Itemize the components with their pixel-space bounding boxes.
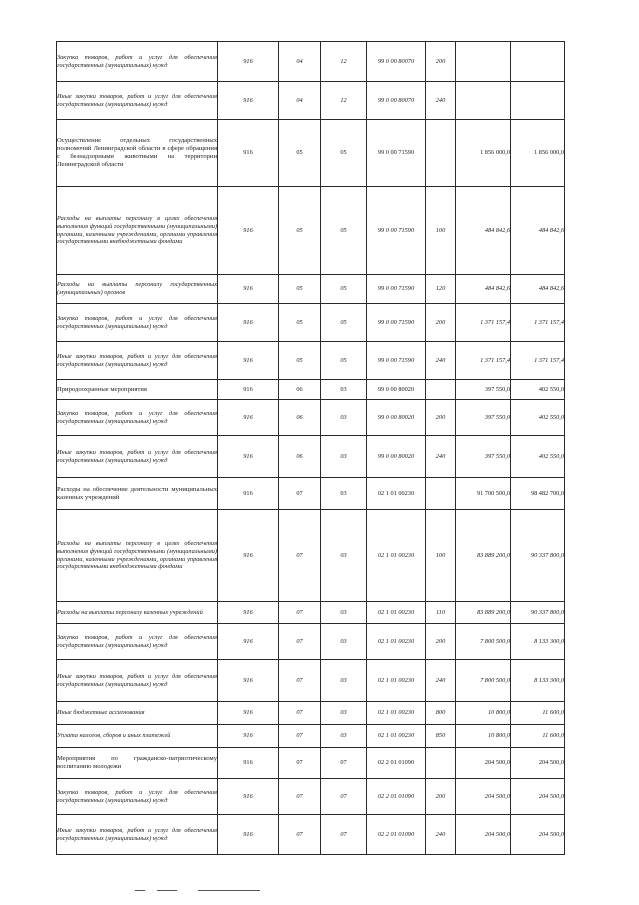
amount-year1-cell: 10 800,0: [456, 702, 511, 725]
expense-type-cell: 110: [426, 602, 456, 624]
section-code-cell: 05: [279, 120, 321, 187]
subsection-code-cell: 07: [321, 815, 367, 855]
target-article-cell: 02 1 01 00230: [367, 725, 426, 748]
subsection-code-cell: 05: [321, 275, 367, 304]
row-name-cell: Расходы на обеспечение деятельности муниципальных казенных учреждений: [57, 478, 218, 510]
amount-year1-cell: 484 842,6: [456, 187, 511, 275]
row-name-cell: Природоохранные мероприятия: [57, 380, 218, 400]
grbs-code-cell: 916: [218, 602, 279, 624]
subsection-code-cell: 03: [321, 660, 367, 702]
expense-type-cell: 800: [426, 702, 456, 725]
subsection-code-cell: 05: [321, 304, 367, 342]
amount-year1-cell: 10 800,0: [456, 725, 511, 748]
amount-year2-cell: [511, 42, 565, 82]
grbs-code-cell: 916: [218, 275, 279, 304]
row-name-cell: Закупка товаров, работ и услуг для обеспечения государственных (муниципальных) нужд: [57, 304, 218, 342]
subsection-code-cell: 07: [321, 748, 367, 779]
grbs-code-cell: 916: [218, 187, 279, 275]
budget-table: [56, 41, 565, 855]
row-name-cell: Иные закупки товаров, работ и услуг для обеспечения государственных (муниципальных) нужд: [57, 660, 218, 702]
section-code-cell: 07: [279, 748, 321, 779]
grbs-code-cell: 916: [218, 815, 279, 855]
amount-year2-cell: 1 371 157,4: [511, 342, 565, 380]
target-article-cell: 99 0 00 80070: [367, 82, 426, 120]
amount-year1-cell: 7 800 500,0: [456, 660, 511, 702]
section-code-cell: 07: [279, 815, 321, 855]
amount-year1-cell: 397 550,0: [456, 380, 511, 400]
section-code-cell: 07: [279, 602, 321, 624]
expense-type-cell: [426, 380, 456, 400]
table-row: [57, 400, 565, 436]
table-row: [57, 660, 565, 702]
row-name-cell: Иные закупки товаров, работ и услуг для обеспечения государственных (муниципальных) нужд: [57, 436, 218, 478]
amount-year1-cell: 83 889 200,0: [456, 602, 511, 624]
row-name-cell: Закупка товаров, работ и услуг для обеспечения государственных (муниципальных) нужд: [57, 624, 218, 660]
grbs-code-cell: 916: [218, 510, 279, 602]
section-code-cell: 07: [279, 660, 321, 702]
row-name-cell: Закупка товаров, работ и услуг для обеспечения государственных (муниципальных) нужд: [57, 779, 218, 815]
target-article-cell: 99 0 00 80070: [367, 42, 426, 82]
amount-year2-cell: 8 133 300,0: [511, 624, 565, 660]
expense-type-cell: 240: [426, 660, 456, 702]
subsection-code-cell: 03: [321, 624, 367, 660]
row-name-cell: Закупка товаров, работ и услуг для обеспечения государственных (муниципальных) нужд: [57, 400, 218, 436]
subsection-code-cell: 03: [321, 436, 367, 478]
subsection-code-cell: 12: [321, 42, 367, 82]
expense-type-cell: 120: [426, 275, 456, 304]
table-row: [57, 815, 565, 855]
amount-year2-cell: 484 842,6: [511, 275, 565, 304]
table-row: [57, 436, 565, 478]
table-row: [57, 602, 565, 624]
target-article-cell: 99 0 00 71590: [367, 304, 426, 342]
target-article-cell: 99 0 00 71590: [367, 120, 426, 187]
grbs-code-cell: 916: [218, 624, 279, 660]
grbs-code-cell: 916: [218, 342, 279, 380]
grbs-code-cell: 916: [218, 42, 279, 82]
expense-type-cell: 200: [426, 400, 456, 436]
row-name-cell: Иные закупки товаров, работ и услуг для обеспечения государственных (муниципальных) нужд: [57, 815, 218, 855]
subsection-code-cell: 03: [321, 510, 367, 602]
table-row: [57, 187, 565, 275]
section-code-cell: 06: [279, 380, 321, 400]
subsection-code-cell: 05: [321, 120, 367, 187]
amount-year2-cell: 11 600,0: [511, 702, 565, 725]
table-row: [57, 478, 565, 510]
section-code-cell: 05: [279, 187, 321, 275]
grbs-code-cell: 916: [218, 725, 279, 748]
amount-year1-cell: 397 550,0: [456, 400, 511, 436]
table-row: [57, 120, 565, 187]
expense-type-cell: 100: [426, 187, 456, 275]
amount-year2-cell: 98 482 700,0: [511, 478, 565, 510]
row-name-cell: Уплата налогов, сборов и иных платежей: [57, 725, 218, 748]
amount-year1-cell: 204 500,0: [456, 748, 511, 779]
footer-mark: [135, 890, 145, 891]
row-name-cell: Закупка товаров, работ и услуг для обеспечения государственных (муниципальных) нужд: [57, 42, 218, 82]
table-row: [57, 725, 565, 748]
grbs-code-cell: 916: [218, 120, 279, 187]
row-name-cell: Осуществление отдельных государственных полномочий Ленинградской области в сфере обращения с безнадзорными животными на территории Ленинградской области: [57, 120, 218, 187]
row-name-cell: Расходы на выплаты персоналу казенных учреждений: [57, 602, 218, 624]
grbs-code-cell: 916: [218, 380, 279, 400]
section-code-cell: 07: [279, 779, 321, 815]
grbs-code-cell: 916: [218, 400, 279, 436]
subsection-code-cell: 03: [321, 702, 367, 725]
section-code-cell: 05: [279, 304, 321, 342]
expense-type-cell: 850: [426, 725, 456, 748]
subsection-code-cell: 03: [321, 478, 367, 510]
table-row: [57, 380, 565, 400]
section-code-cell: 06: [279, 400, 321, 436]
row-name-cell: Расходы на выплаты персоналу в целях обеспечения выполнения функций государственными (муниципальными) органами, казенными учреждениями, органами управления государственными внебюджетными фондами: [57, 510, 218, 602]
amount-year1-cell: [456, 42, 511, 82]
amount-year2-cell: 204 500,0: [511, 779, 565, 815]
grbs-code-cell: 916: [218, 702, 279, 725]
grbs-code-cell: 916: [218, 660, 279, 702]
amount-year1-cell: 83 889 200,0: [456, 510, 511, 602]
footer-mark: [198, 890, 260, 891]
amount-year1-cell: 1 856 000,0: [456, 120, 511, 187]
subsection-code-cell: 05: [321, 342, 367, 380]
row-name-cell: Иные закупки товаров, работ и услуг для обеспечения государственных (муниципальных) нужд: [57, 82, 218, 120]
target-article-cell: 99 0 00 71590: [367, 275, 426, 304]
expense-type-cell: 100: [426, 510, 456, 602]
amount-year1-cell: 204 500,0: [456, 779, 511, 815]
section-code-cell: 04: [279, 82, 321, 120]
table-body: [57, 42, 565, 855]
amount-year2-cell: 90 337 800,0: [511, 602, 565, 624]
expense-type-cell: [426, 478, 456, 510]
section-code-cell: 07: [279, 702, 321, 725]
amount-year2-cell: 204 500,0: [511, 815, 565, 855]
amount-year1-cell: 1 371 157,4: [456, 342, 511, 380]
subsection-code-cell: 03: [321, 725, 367, 748]
table-row: [57, 510, 565, 602]
expense-type-cell: 240: [426, 815, 456, 855]
amount-year1-cell: 204 500,0: [456, 815, 511, 855]
subsection-code-cell: 03: [321, 380, 367, 400]
section-code-cell: 05: [279, 342, 321, 380]
subsection-code-cell: 03: [321, 602, 367, 624]
footer-mark: [157, 890, 177, 891]
table-row: [57, 304, 565, 342]
table-row: [57, 748, 565, 779]
grbs-code-cell: 916: [218, 304, 279, 342]
section-code-cell: 06: [279, 436, 321, 478]
row-name-cell: Мероприятия по гражданско-патриотическому воспитанию молодежи: [57, 748, 218, 779]
section-code-cell: 07: [279, 725, 321, 748]
target-article-cell: 02 2 01 01090: [367, 748, 426, 779]
table-row: [57, 42, 565, 82]
expense-type-cell: 240: [426, 82, 456, 120]
amount-year2-cell: 402 550,0: [511, 380, 565, 400]
row-name-cell: Иные закупки товаров, работ и услуг для обеспечения государственных (муниципальных) нужд: [57, 342, 218, 380]
table-row: [57, 275, 565, 304]
amount-year2-cell: 204 500,0: [511, 748, 565, 779]
expense-type-cell: 200: [426, 779, 456, 815]
amount-year1-cell: 7 800 500,0: [456, 624, 511, 660]
grbs-code-cell: 916: [218, 82, 279, 120]
table-row: [57, 82, 565, 120]
target-article-cell: 02 1 01 00230: [367, 702, 426, 725]
grbs-code-cell: 916: [218, 779, 279, 815]
target-article-cell: 99 0 00 80020: [367, 436, 426, 478]
amount-year2-cell: 1 856 000,0: [511, 120, 565, 187]
target-article-cell: 99 0 00 71590: [367, 187, 426, 275]
expense-type-cell: 240: [426, 436, 456, 478]
amount-year1-cell: [456, 82, 511, 120]
target-article-cell: 02 1 01 00230: [367, 510, 426, 602]
expense-type-cell: [426, 748, 456, 779]
section-code-cell: 07: [279, 510, 321, 602]
grbs-code-cell: 916: [218, 478, 279, 510]
amount-year2-cell: 1 371 157,4: [511, 304, 565, 342]
amount-year2-cell: [511, 82, 565, 120]
expense-type-cell: [426, 120, 456, 187]
amount-year2-cell: 484 842,6: [511, 187, 565, 275]
section-code-cell: 07: [279, 624, 321, 660]
target-article-cell: 02 1 01 00230: [367, 478, 426, 510]
target-article-cell: 02 2 01 01090: [367, 815, 426, 855]
expense-type-cell: 200: [426, 304, 456, 342]
amount-year1-cell: 397 550,0: [456, 436, 511, 478]
target-article-cell: 02 1 01 00230: [367, 624, 426, 660]
amount-year2-cell: 11 600,0: [511, 725, 565, 748]
subsection-code-cell: 03: [321, 400, 367, 436]
section-code-cell: 07: [279, 478, 321, 510]
row-name-cell: Расходы на выплаты персоналу в целях обеспечения выполнения функций государственными (муниципальными) органами, казенными учреждениями, органами управления государственными внебюджетными фондами: [57, 187, 218, 275]
target-article-cell: 99 0 00 80020: [367, 400, 426, 436]
target-article-cell: 99 0 00 80020: [367, 380, 426, 400]
expense-type-cell: 200: [426, 42, 456, 82]
amount-year1-cell: 1 371 157,4: [456, 304, 511, 342]
target-article-cell: 02 1 01 00230: [367, 660, 426, 702]
subsection-code-cell: 07: [321, 779, 367, 815]
target-article-cell: 99 0 00 71590: [367, 342, 426, 380]
subsection-code-cell: 05: [321, 187, 367, 275]
table-row: [57, 779, 565, 815]
target-article-cell: 02 1 01 00230: [367, 602, 426, 624]
subsection-code-cell: 12: [321, 82, 367, 120]
target-article-cell: 02 2 01 01090: [367, 779, 426, 815]
amount-year2-cell: 402 550,0: [511, 436, 565, 478]
expense-type-cell: 200: [426, 624, 456, 660]
amount-year1-cell: 91 700 500,0: [456, 478, 511, 510]
row-name-cell: Иные бюджетные ассигнования: [57, 702, 218, 725]
amount-year2-cell: 90 337 800,0: [511, 510, 565, 602]
amount-year1-cell: 484 842,6: [456, 275, 511, 304]
table-row: [57, 702, 565, 725]
grbs-code-cell: 916: [218, 748, 279, 779]
grbs-code-cell: 916: [218, 436, 279, 478]
row-name-cell: Расходы на выплаты персоналу государственных (муниципальных) органов: [57, 275, 218, 304]
table-row: [57, 624, 565, 660]
expense-type-cell: 240: [426, 342, 456, 380]
table-row: [57, 342, 565, 380]
amount-year2-cell: 402 550,0: [511, 400, 565, 436]
amount-year2-cell: 8 133 300,0: [511, 660, 565, 702]
section-code-cell: 04: [279, 42, 321, 82]
section-code-cell: 05: [279, 275, 321, 304]
